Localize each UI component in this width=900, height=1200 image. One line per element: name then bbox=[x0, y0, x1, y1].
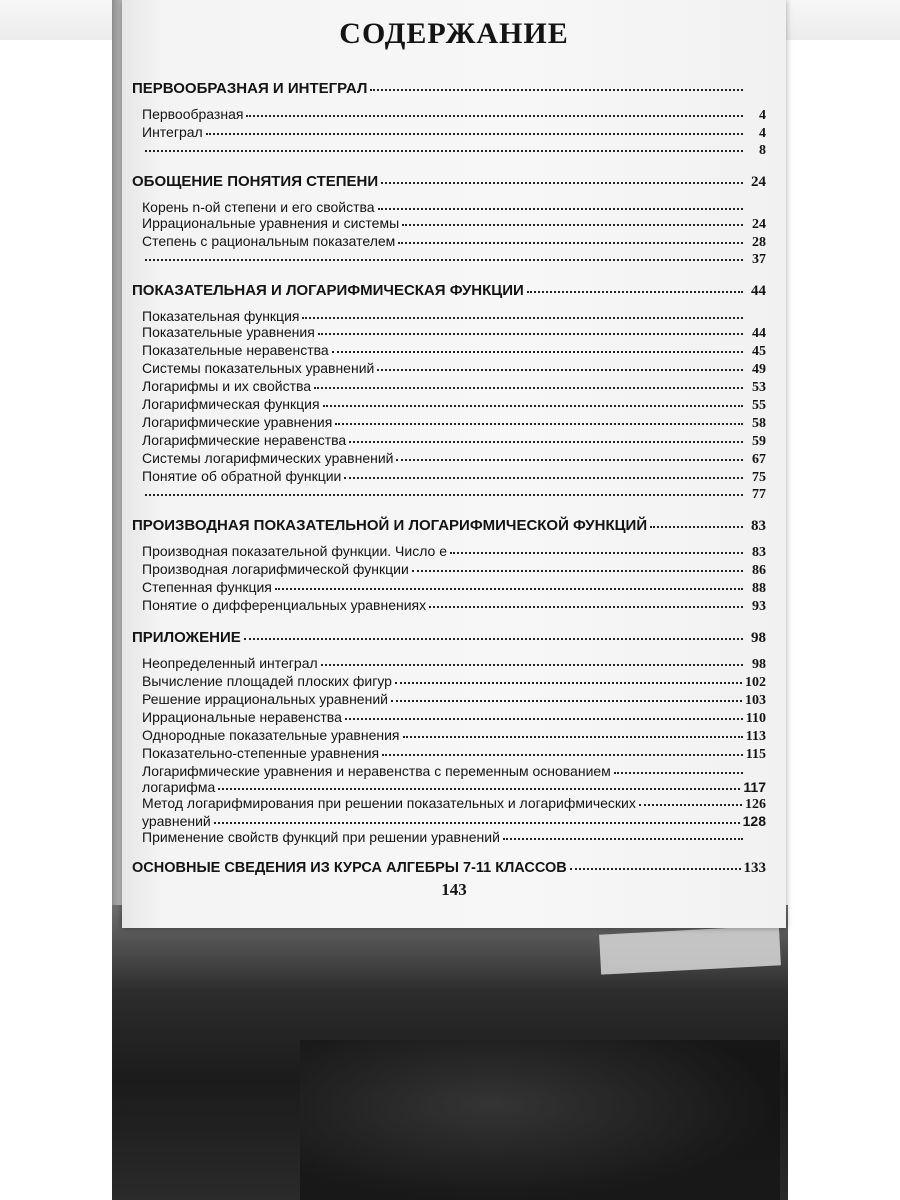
toc-entry-label: Производная показательной функции. Число е bbox=[142, 543, 447, 559]
toc-section bbox=[132, 78, 766, 159]
toc-entry-label: Вычисление площадей плоских фигур bbox=[142, 673, 392, 689]
toc-entry-page: 113 bbox=[745, 729, 766, 744]
section-heading bbox=[132, 857, 766, 879]
dot-leader bbox=[345, 708, 743, 720]
toc-entry-page: 103 bbox=[745, 693, 766, 708]
toc-entry-page: 77 bbox=[752, 487, 766, 502]
dot-leader bbox=[214, 812, 740, 824]
toc-entry-label: Интеграл bbox=[142, 124, 203, 140]
toc-entry-continuation-label: уравнений bbox=[142, 813, 211, 829]
toc-entry-label: Применение свойств функций при решении уравнений bbox=[142, 829, 500, 845]
dot-leader bbox=[323, 395, 743, 407]
toc-entry-label: Показательные уравнения bbox=[142, 324, 315, 340]
toc-entry-page: 28 bbox=[752, 235, 766, 250]
toc-entry bbox=[132, 655, 766, 673]
dot-leader bbox=[570, 858, 741, 870]
dot-leader bbox=[396, 449, 743, 461]
section-heading-page: 133 bbox=[743, 860, 766, 876]
toc-entry-label: Показательная функция bbox=[142, 308, 300, 324]
toc-entry-label: Логарифмическая функция bbox=[142, 396, 320, 412]
toc-entry-page: 8 bbox=[759, 143, 766, 158]
dot-leader bbox=[398, 232, 743, 244]
toc-entry-label: Метод логарифмирования при решении показательных и логарифмических bbox=[142, 795, 636, 811]
toc-entry-continuation bbox=[132, 813, 766, 829]
dot-leader bbox=[275, 578, 743, 590]
toc-entry bbox=[132, 251, 766, 268]
section-heading-page: 44 bbox=[751, 283, 766, 299]
toc-entry bbox=[132, 360, 766, 378]
toc-entry-label: Корень n-ой степени и его свойства bbox=[142, 199, 375, 215]
toc-entry-label: Логарифмические уравнения и неравенства с переменным основанием bbox=[142, 763, 611, 779]
toc-entry-label: Системы логарифмических уравнений bbox=[142, 450, 394, 466]
dot-leader bbox=[218, 778, 740, 790]
dot-leader bbox=[391, 690, 742, 702]
toc-entry bbox=[132, 342, 766, 360]
dot-leader bbox=[395, 672, 742, 684]
toc-entry bbox=[132, 215, 766, 233]
toc-entry-page: 93 bbox=[752, 599, 766, 614]
dot-leader bbox=[349, 431, 743, 443]
toc-entry bbox=[132, 142, 766, 159]
toc-entry-label: Однородные показательные уравнения bbox=[142, 727, 400, 743]
toc-entry-label: Иррациональные неравенства bbox=[142, 709, 342, 725]
toc-entry-continuation-page: 128 bbox=[742, 813, 766, 829]
section-heading bbox=[132, 515, 766, 537]
toc-entry-label: Понятие об обратной функции bbox=[142, 468, 342, 484]
toc-entry-page: 45 bbox=[752, 344, 766, 359]
toc-entry bbox=[132, 597, 766, 615]
toc-entry-label: Производная логарифмической функции bbox=[142, 561, 409, 577]
toc-section bbox=[132, 627, 766, 845]
toc-entry-label: Логарифмы и их свойства bbox=[142, 378, 312, 394]
toc-entry-page: 44 bbox=[752, 326, 766, 341]
toc-entry-page: 126 bbox=[745, 797, 766, 812]
toc-section bbox=[132, 857, 766, 879]
toc-entry-label: Иррациональные уравнения и системы bbox=[142, 215, 400, 231]
dot-leader bbox=[370, 79, 743, 91]
toc-entry-page: 75 bbox=[752, 470, 766, 485]
toc-entry-page: 37 bbox=[752, 252, 766, 267]
toc-section bbox=[132, 280, 766, 503]
section-heading-label: ПЕРВООБРАЗНАЯ И ИНТЕГРАЛ bbox=[132, 80, 368, 97]
section-heading-label: ПРИЛОЖЕНИЕ bbox=[132, 629, 241, 646]
section-heading-label: ОБОЩЕНИЕ ПОНЯТИЯ СТЕПЕНИ bbox=[132, 173, 379, 190]
dot-leader bbox=[402, 214, 743, 226]
toc-entry-label: Показательные неравенства bbox=[142, 342, 329, 358]
toc-entry-label: Степенная функция bbox=[142, 579, 272, 595]
dot-leader bbox=[614, 762, 743, 774]
toc-entry-label: Логарифмические неравенства bbox=[142, 432, 347, 448]
dot-leader bbox=[403, 726, 743, 738]
toc-entry bbox=[132, 199, 766, 215]
toc-entry-page: 110 bbox=[745, 711, 766, 726]
section-heading-page: 83 bbox=[751, 518, 766, 534]
toc-entry-page: 59 bbox=[752, 434, 766, 449]
dot-leader bbox=[314, 377, 743, 389]
toc-entry-continuation-label: логарифма bbox=[142, 779, 216, 795]
toc-entry-page: 88 bbox=[752, 581, 766, 596]
toc-entry-page: 24 bbox=[752, 217, 766, 232]
section-heading bbox=[132, 78, 766, 100]
section-heading-label: ОСНОВНЫЕ СВЕДЕНИЯ ИЗ КУРСА АЛГЕБРЫ 7-11 КЛАССОВ bbox=[132, 860, 567, 876]
page-title: СОДЕРЖАНИЕ bbox=[339, 17, 569, 50]
dot-leader bbox=[244, 628, 743, 640]
toc-entry-page: 83 bbox=[752, 545, 766, 560]
toc-entry bbox=[132, 673, 766, 691]
toc-entry bbox=[132, 709, 766, 727]
dot-leader bbox=[318, 323, 743, 335]
dot-leader bbox=[302, 307, 743, 319]
toc-entry-label: Логарифмические уравнения bbox=[142, 414, 333, 430]
dot-leader bbox=[412, 560, 743, 572]
toc-entry-label: Показательно-степенные уравнения bbox=[142, 745, 380, 761]
toc-entry bbox=[132, 308, 766, 324]
toc-entry-page: 86 bbox=[752, 563, 766, 578]
toc-entry-page: 49 bbox=[752, 362, 766, 377]
dot-leader bbox=[639, 794, 742, 806]
toc-entry bbox=[132, 414, 766, 432]
dot-leader bbox=[450, 542, 743, 554]
table-of-contents bbox=[132, 78, 766, 891]
toc-entry bbox=[132, 486, 766, 503]
toc-entry-label: Системы показательных уравнений bbox=[142, 360, 375, 376]
toc-entry-page: 4 bbox=[759, 108, 766, 123]
toc-entry-page: 67 bbox=[752, 452, 766, 467]
toc-entry bbox=[132, 579, 766, 597]
section-heading-page: 98 bbox=[751, 630, 766, 646]
toc-entry bbox=[132, 727, 766, 745]
toc-entry bbox=[132, 543, 766, 561]
toc-entry-label: Степень с рациональным показателем bbox=[142, 233, 396, 249]
toc-entry-page: 58 bbox=[752, 416, 766, 431]
dot-leader bbox=[145, 484, 743, 496]
toc-entry bbox=[132, 745, 766, 763]
toc-entry-label: Понятие о дифференциальных уравнениях bbox=[142, 597, 427, 613]
dot-leader bbox=[527, 281, 743, 293]
page-number: 143 bbox=[441, 880, 467, 899]
toc-entry-page: 102 bbox=[745, 675, 766, 690]
section-heading bbox=[132, 171, 766, 193]
dot-leader bbox=[378, 198, 743, 210]
dot-leader bbox=[429, 596, 743, 608]
toc-entry bbox=[132, 396, 766, 414]
toc-entry bbox=[132, 795, 766, 813]
toc-entry bbox=[132, 324, 766, 342]
dot-leader bbox=[382, 744, 743, 756]
toc-entry bbox=[132, 561, 766, 579]
toc-entry bbox=[132, 829, 766, 845]
section-heading bbox=[132, 627, 766, 649]
toc-entry bbox=[132, 106, 766, 124]
toc-entry-page: 4 bbox=[759, 126, 766, 141]
toc-entry bbox=[132, 691, 766, 709]
dot-leader bbox=[246, 105, 743, 117]
dot-leader bbox=[321, 654, 743, 666]
toc-entry bbox=[132, 378, 766, 396]
toc-entry-page: 53 bbox=[752, 380, 766, 395]
toc-section bbox=[132, 171, 766, 268]
dot-leader bbox=[335, 413, 743, 425]
dot-leader bbox=[145, 140, 743, 152]
section-heading-label: ПРОИЗВОДНАЯ ПОКАЗАТЕЛЬНОЙ И ЛОГАРИФМИЧЕСКОЙ ФУНКЦИЙ bbox=[132, 517, 648, 534]
dot-leader bbox=[332, 341, 743, 353]
dot-leader bbox=[344, 467, 743, 479]
section-heading-label: ПОКАЗАТЕЛЬНАЯ И ЛОГАРИФМИЧЕСКАЯ ФУНКЦИИ bbox=[132, 282, 524, 299]
toc-entry-page: 98 bbox=[752, 657, 766, 672]
toc-entry-continuation bbox=[132, 779, 766, 795]
toc-entry-page: 115 bbox=[745, 747, 766, 762]
dot-leader bbox=[503, 828, 743, 840]
toc-section bbox=[132, 515, 766, 615]
section-heading bbox=[132, 280, 766, 302]
dot-leader bbox=[145, 249, 743, 261]
toc-entry-page: 55 bbox=[752, 398, 766, 413]
book-page bbox=[122, 0, 786, 928]
dot-leader bbox=[381, 172, 743, 184]
background-shadow bbox=[300, 1040, 780, 1200]
dot-leader bbox=[206, 123, 743, 135]
dot-leader bbox=[650, 516, 743, 528]
toc-entry-label: Решение иррациональных уравнений bbox=[142, 691, 388, 707]
toc-entry bbox=[132, 450, 766, 468]
toc-entry-continuation-page: 117 bbox=[743, 779, 766, 795]
toc-entry-label: Первообразная bbox=[142, 106, 244, 122]
dot-leader bbox=[377, 359, 743, 371]
toc-entry bbox=[132, 763, 766, 779]
section-heading-page: 24 bbox=[751, 174, 766, 190]
toc-entry bbox=[132, 432, 766, 450]
toc-entry-label: Неопределенный интеграл bbox=[142, 655, 318, 671]
